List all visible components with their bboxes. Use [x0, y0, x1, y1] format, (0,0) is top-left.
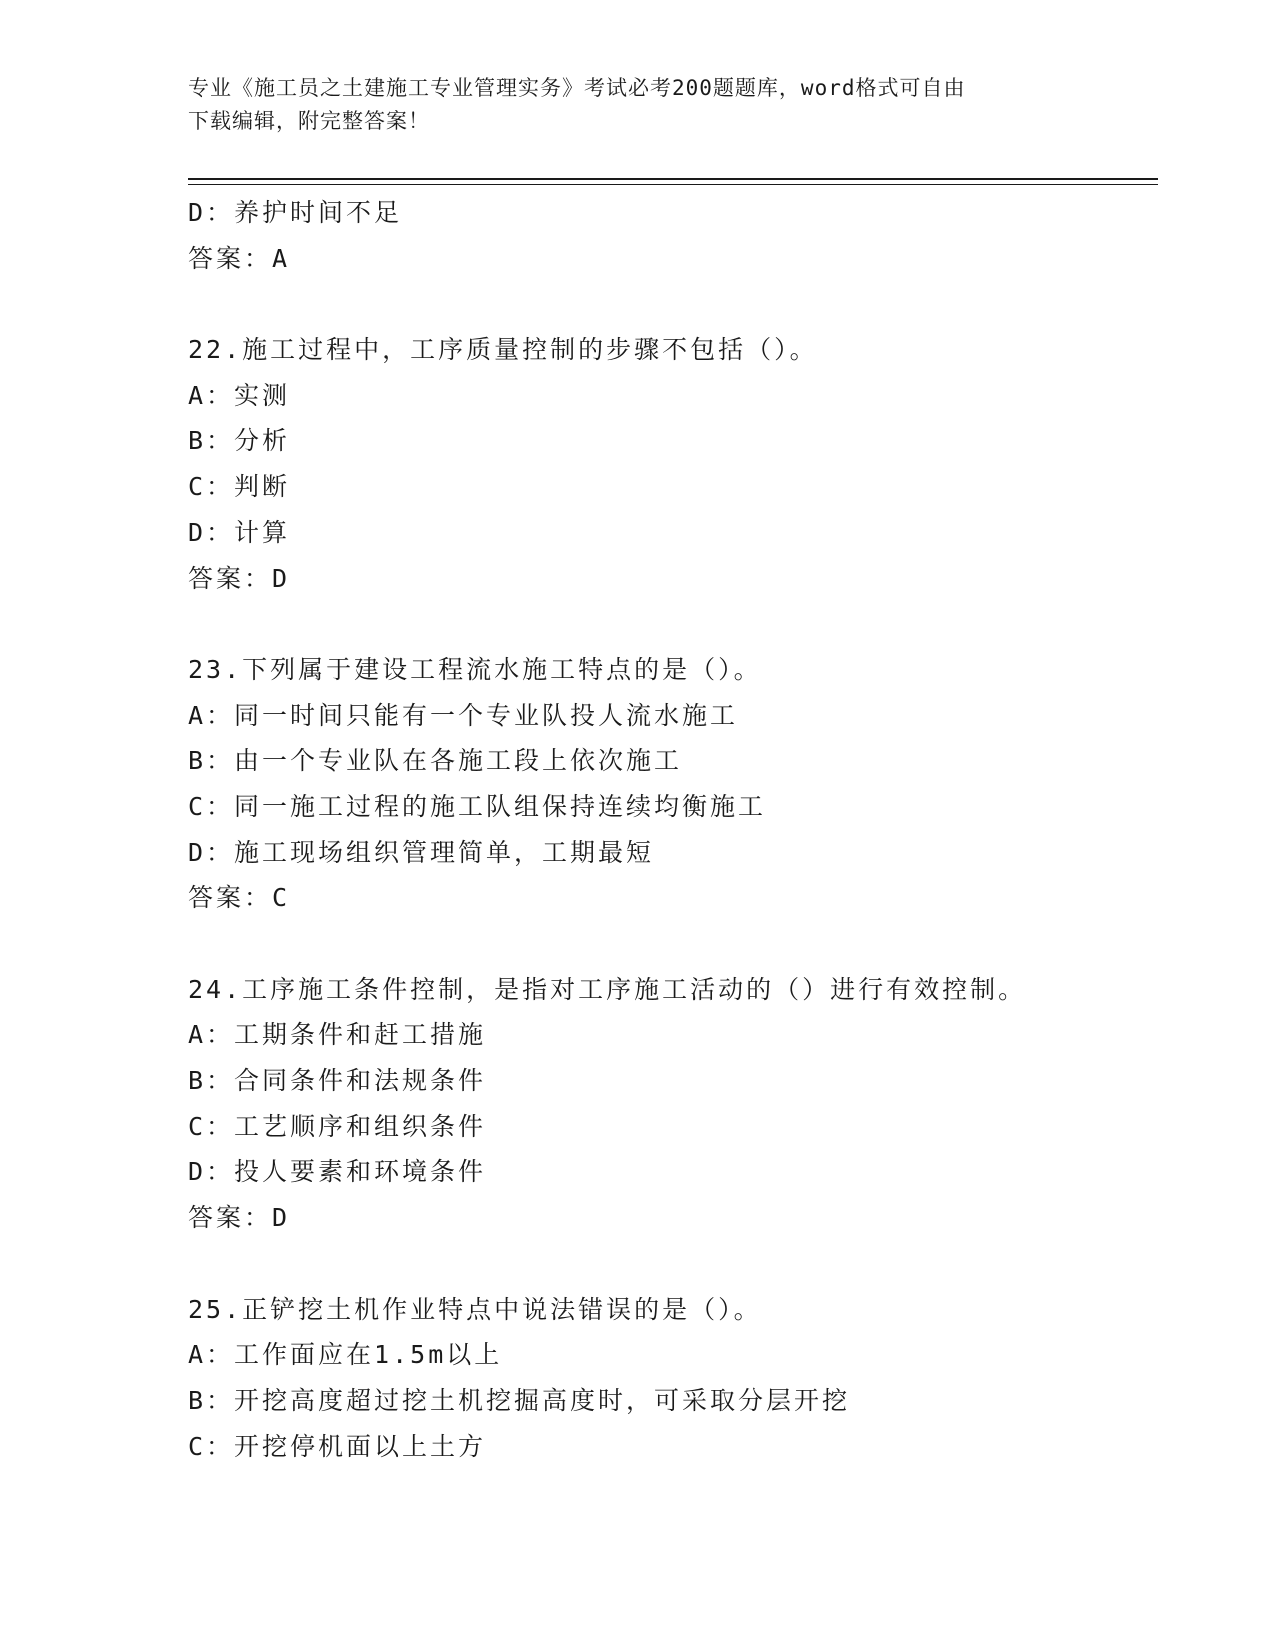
- answer-line: 答案：A: [188, 243, 291, 273]
- spacer: [188, 1241, 1148, 1287]
- option-a: A：工期条件和赶工措施: [188, 1020, 487, 1050]
- question-stem: 22.施工过程中，工序质量控制的步骤不包括（）。: [188, 335, 818, 365]
- document-header: [188, 72, 1088, 138]
- option-a: A：工作面应在1.5m以上: [188, 1340, 503, 1370]
- option-b: B：分析: [188, 426, 291, 456]
- option-b: B：开挖高度超过挖土机挖掘高度时，可采取分层开挖: [188, 1385, 851, 1415]
- question-stem: 25.正铲挖土机作业特点中说法错误的是（）。: [188, 1294, 762, 1324]
- option-b: B：合同条件和法规条件: [188, 1066, 487, 1096]
- option-d: D：施工现场组织管理简单，工期最短: [188, 837, 655, 867]
- question-list: [188, 190, 1148, 1469]
- option-a: A：同一时间只能有一个专业队投人流水施工: [188, 700, 739, 730]
- option-c: C：同一施工过程的施工队组保持连续均衡施工: [188, 791, 767, 821]
- answer-line: 答案：C: [188, 883, 291, 913]
- option-a: A：实测: [188, 380, 291, 410]
- header-title-line-1: 专业《施工员之土建施工专业管理实务》考试必考200题题库，word格式可自由: [188, 76, 966, 100]
- question-stem: 23.下列属于建设工程流水施工特点的是（）。: [188, 654, 762, 684]
- header-divider-thin: [188, 184, 1158, 185]
- option-c: C：开挖停机面以上土方: [188, 1431, 487, 1461]
- header-title-line-2: 下载编辑，附完整答案！: [188, 109, 430, 133]
- option-d: D：计算: [188, 517, 291, 547]
- question-stem: 24.工序施工条件控制，是指对工序施工活动的（）进行有效控制。: [188, 974, 1027, 1004]
- option-d: D：养护时间不足: [188, 198, 403, 227]
- option-d: D：投人要素和环境条件: [188, 1157, 487, 1187]
- answer-line: 答案：D: [188, 1203, 291, 1233]
- option-c: C：工艺顺序和组织条件: [188, 1111, 487, 1141]
- option-b: B：由一个专业队在各施工段上依次施工: [188, 746, 683, 776]
- option-c: C：判断: [188, 472, 291, 502]
- header-divider-thick: [188, 178, 1158, 180]
- spacer: [188, 921, 1148, 967]
- spacer: [188, 281, 1148, 327]
- spacer: [188, 601, 1148, 647]
- answer-line: 答案：D: [188, 563, 291, 593]
